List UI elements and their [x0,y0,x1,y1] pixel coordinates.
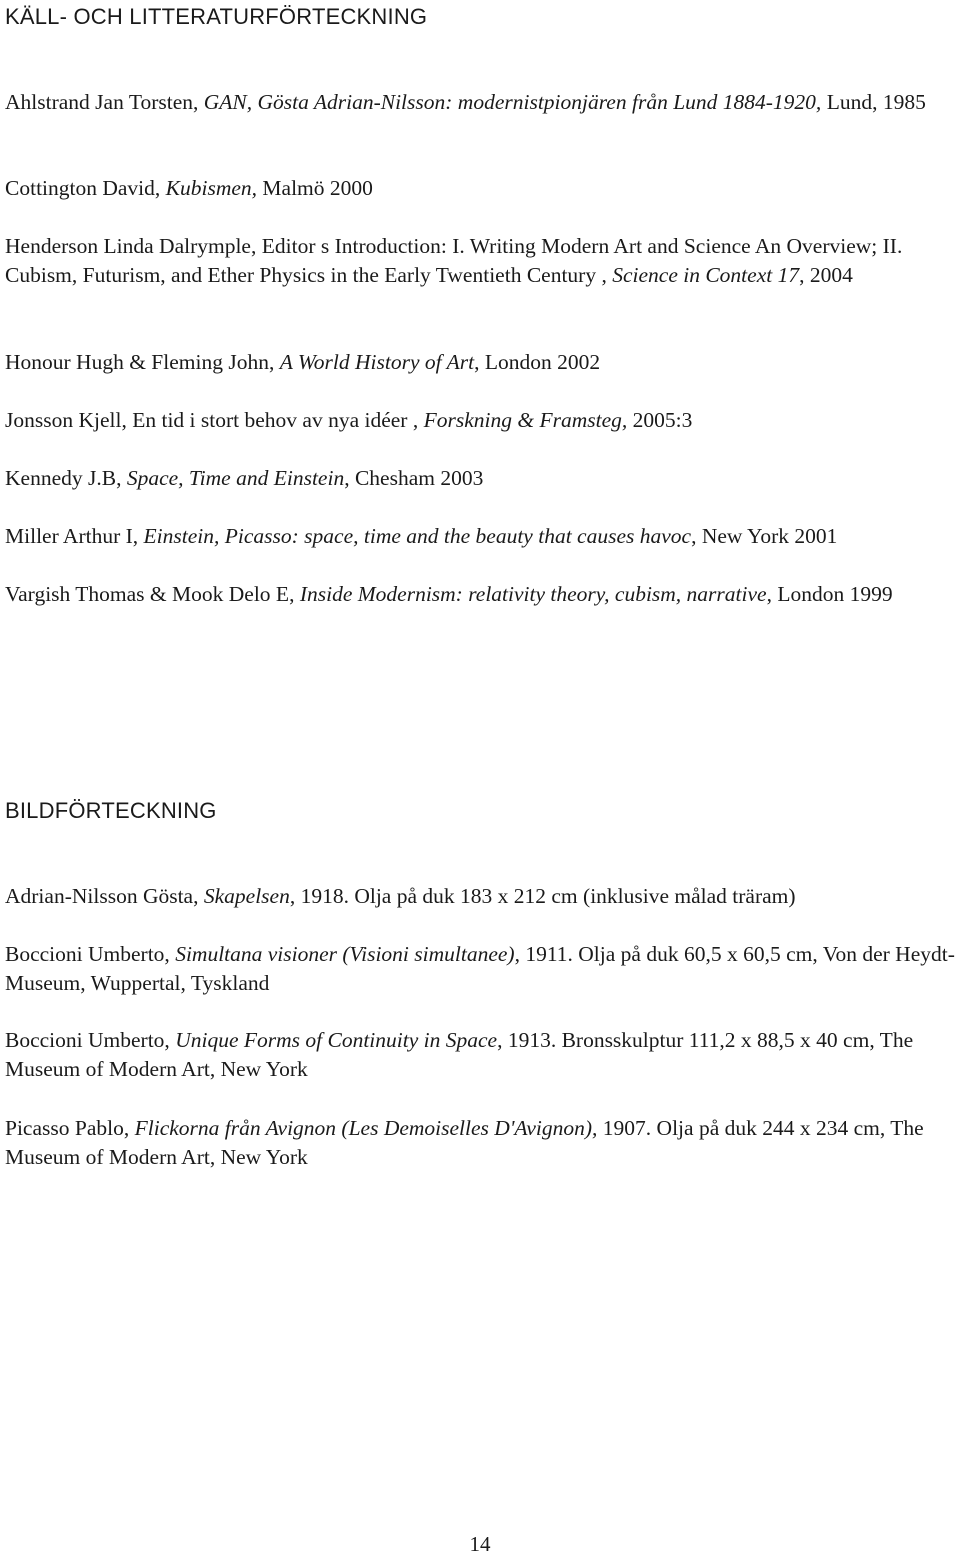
source-title: Kubismen, [165,176,258,200]
source-title: A World History of Art [279,350,475,374]
source-entry [5,174,960,203]
source-details: , London 1999 [766,582,893,606]
image-title: Skapelsen [203,884,290,908]
source-details: , London 2002 [474,350,601,374]
source-entry [5,406,960,435]
image-title: Unique Forms of Continuity in Space [175,1028,498,1052]
image-details: , 1918. Olja på duk 183 x 212 cm (inklusive målad träram) [289,884,796,908]
source-title: Forskning & Framsteg, [423,408,628,432]
image-title: Simultana visioner (Visioni simultanee) [175,942,515,966]
source-details: Lund, 1985 [821,90,926,114]
source-author: Cottington David, [5,176,166,200]
source-title: Space, Time and Einstein [126,466,345,490]
source-author: Kennedy J.B, [5,466,127,490]
image-title: Flickorna från Avignon (Les Demoiselles D'Avignon), [134,1116,598,1140]
image-artist: Boccioni Umberto, [5,1028,176,1052]
image-entry [5,940,960,998]
source-author: Ahlstrand Jan Torsten, [5,90,204,114]
source-details: , Chesham 2003 [344,466,484,490]
source-entry [5,580,960,609]
source-author: Jonsson Kjell, [5,408,133,432]
source-author: Honour Hugh & Fleming John, [5,350,280,374]
source-article-title: Editor s Introduction: I. Writing Modern Art and Science An Overview; II. Cubism, Futurism, and Ether Physics in the Early Twentieth Century , [5,234,903,287]
source-author: Miller Arthur I, [5,524,144,548]
source-author: Vargish Thomas & Mook Delo E, [5,582,300,606]
source-details: , New York 2001 [691,524,838,548]
source-entry [5,464,960,493]
image-details: , 1913. Bronsskulptur 111,2 x 88,5 x 40 cm, The Museum of Modern Art, New York [5,1028,914,1081]
page-number: 14 [469,1532,491,1556]
image-entry [5,1114,960,1172]
source-details: 2005:3 [627,408,693,432]
image-entry [5,882,960,911]
source-title: Einstein, Picasso: space, time and the beauty that causes havoc [143,524,692,548]
source-entry [5,88,960,117]
source-title: GAN, Gösta Adrian-Nilsson: modernistpionjären från Lund 1884-1920, [203,90,822,114]
image-details: , 1911. Olja på duk 60,5 x 60,5 cm, Von der Heydt-Museum, Wuppertal, Tyskland [5,942,955,995]
source-details: , 2004 [799,263,853,287]
image-details: 1907. Olja på duk 244 x 234 cm, The Museum of Modern Art, New York [5,1116,924,1169]
source-entry [5,348,960,377]
source-details: Malmö 2000 [257,176,373,200]
source-entry [5,232,960,290]
image-artist: Boccioni Umberto, [5,942,176,966]
source-entry [5,522,960,551]
image-artist: Adrian-Nilsson Gösta, [5,884,204,908]
source-article-title: En tid i stort behov av nya idéer , [132,408,424,432]
source-title: Science in Context 17 [612,263,800,287]
source-author: Henderson Linda Dalrymple, [5,234,262,258]
image-artist: Picasso Pablo, [5,1116,135,1140]
images-heading: BILDFÖRTECKNING [5,798,217,823]
sources-heading: KÄLL- OCH LITTERATURFÖRTECKNING [5,4,428,29]
image-entry [5,1026,960,1084]
source-title: Inside Modernism: relativity theory, cubism, narrative [299,582,767,606]
